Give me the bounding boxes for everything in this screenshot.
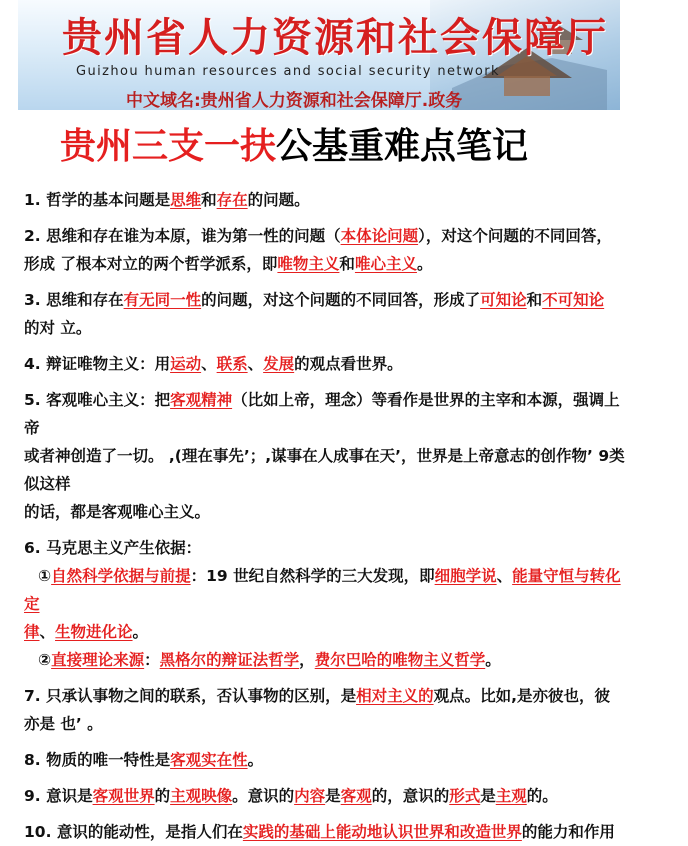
note-line	[24, 646, 634, 674]
highlighted-term: 客观实在性	[170, 751, 248, 769]
note-text: 、	[201, 355, 217, 373]
note-text: 1. 哲学的基本问题是	[24, 191, 171, 209]
note-text: 观点。比如,是亦彼也，彼	[433, 687, 610, 705]
note-text: 的话，都是客观唯心主义。	[24, 503, 211, 521]
note-line	[24, 414, 634, 442]
note-line	[24, 498, 634, 526]
note-text: 。意识的	[232, 787, 295, 805]
note-text: ：19 世纪自然科学的三大发现，即	[190, 567, 435, 585]
note-line	[24, 818, 634, 846]
note-text: 的观点看世界。	[294, 355, 403, 373]
note-text: 5. 客观唯心主义：把	[24, 391, 171, 409]
note-text: 7. 只承认事物之间的联系，否认事物的区别，是	[24, 687, 357, 705]
note-text: 的问题。	[247, 191, 310, 209]
note-text: 和	[526, 291, 543, 309]
note-text: 或者神创造了一切。 ,(理在事先’；,谋事在人成事在天’，世界是上帝意志的创作物’ 9类似这样	[24, 447, 625, 493]
note-text: （比如上帝，理念）等看作是世界的主宰和本源，强调上	[232, 391, 620, 409]
note-text: 亦是 也’ 。	[24, 715, 103, 733]
highlighted-term: 形式	[449, 787, 481, 805]
note-text: 的。	[526, 787, 558, 805]
note-text: ：	[144, 651, 160, 669]
note-text: 、	[496, 567, 513, 585]
page-title-black: 公基重难点笔记	[276, 126, 529, 167]
note-text: 。	[485, 651, 501, 669]
note-text: 的	[154, 787, 171, 805]
highlighted-term: 有无同一性	[123, 291, 202, 309]
highlighted-term: 律	[24, 623, 40, 641]
highlighted-term: 直接理论来源	[51, 651, 145, 669]
highlighted-term: 细胞学说	[434, 567, 497, 585]
sub-item-marker: ②	[38, 651, 52, 669]
highlighted-term: 生物进化论	[55, 623, 133, 641]
note-text: 、	[39, 623, 56, 641]
notes-content	[24, 186, 634, 846]
highlighted-term: 费尔巴哈的唯物主义哲学	[314, 651, 486, 669]
highlighted-term: 客观	[340, 787, 372, 805]
note-text: 和	[339, 255, 355, 273]
highlighted-term: 不可知论	[542, 291, 605, 309]
note-text: 、	[247, 355, 264, 373]
note-text: ，	[299, 651, 315, 669]
note-text: 的能力和作用	[521, 823, 615, 841]
highlighted-term: 本体论问题	[340, 227, 419, 245]
note-line	[24, 682, 634, 710]
note-text: 和	[201, 191, 217, 209]
note-text: 8. 物质的唯一特性是	[24, 751, 171, 769]
highlighted-term: 黑格尔的辩证法哲学	[159, 651, 300, 669]
note-line	[24, 442, 634, 498]
note-line	[24, 746, 634, 774]
note-text: 的问题，对这个问题的不同回答，形成了	[201, 291, 481, 309]
note-text: 的，意识的	[371, 787, 450, 805]
highlighted-term: 主观	[495, 787, 527, 805]
note-text: 9. 意识是	[24, 787, 93, 805]
sub-item-marker: ①	[38, 567, 52, 585]
banner-domain: 中文域名:贵州省人力资源和社会保障厅.政务	[126, 91, 463, 110]
note-line	[24, 286, 634, 314]
note-text: 10. 意识的能动性，是指人们在	[24, 823, 243, 841]
note-line	[24, 534, 634, 562]
highlighted-term: 存在	[216, 191, 248, 209]
note-text: 是	[325, 787, 341, 805]
page-title-red: 贵州三支一扶	[60, 126, 277, 167]
highlighted-term: 相对主义的	[356, 687, 434, 705]
highlighted-term: 运动	[170, 355, 202, 373]
note-text: 2. 思维和存在谁为本原，谁为第一性的问题（	[24, 227, 341, 245]
note-line	[24, 314, 634, 342]
highlighted-term: 可知论	[480, 291, 527, 309]
note-text: 3. 思维和存在	[24, 291, 124, 309]
note-text: 。	[247, 751, 264, 769]
note-line	[24, 250, 634, 278]
note-text: 。	[132, 623, 149, 641]
highlighted-term: 客观世界	[92, 787, 155, 805]
highlighted-term: 主观映像	[170, 787, 233, 805]
note-text: 形成 了根本对立的两个哲学派系，即	[24, 255, 278, 273]
note-text: 4. 辩证唯物主义：用	[24, 355, 171, 373]
highlighted-term: 唯心主义	[354, 255, 417, 273]
note-text: 的对 立。	[24, 319, 92, 337]
note-line	[24, 562, 634, 618]
highlighted-term: 自然科学依据与前提	[51, 567, 191, 585]
banner-subtitle: Guizhou human resources and social security network	[76, 64, 500, 79]
highlighted-term: 思维	[170, 191, 202, 209]
highlighted-term: 内容	[294, 787, 326, 805]
note-text: 。	[416, 255, 433, 273]
note-line	[24, 618, 634, 646]
note-text: ），对这个问题的不同回答，	[418, 227, 612, 245]
note-line	[24, 710, 634, 738]
note-line	[24, 782, 634, 810]
page-title	[60, 118, 528, 169]
note-line	[24, 386, 634, 414]
highlighted-term: 实践的基础上能动地认识世界和改造世界	[242, 823, 522, 841]
note-text: 是	[480, 787, 496, 805]
note-line	[24, 186, 634, 214]
highlighted-term: 能量守恒与转化定	[24, 567, 621, 613]
note-text: 帝	[24, 419, 40, 437]
highlighted-term: 唯物主义	[277, 255, 340, 273]
highlighted-term: 发展	[263, 355, 295, 373]
highlighted-term: 客观精神	[170, 391, 233, 409]
note-line	[24, 222, 634, 250]
banner-title: 贵州省人力资源和社会保障厅	[62, 15, 608, 61]
header-banner	[18, 0, 620, 110]
note-text: 6. 马克思主义产生依据：	[24, 539, 202, 557]
highlighted-term: 联系	[216, 355, 248, 373]
note-line	[24, 350, 634, 378]
